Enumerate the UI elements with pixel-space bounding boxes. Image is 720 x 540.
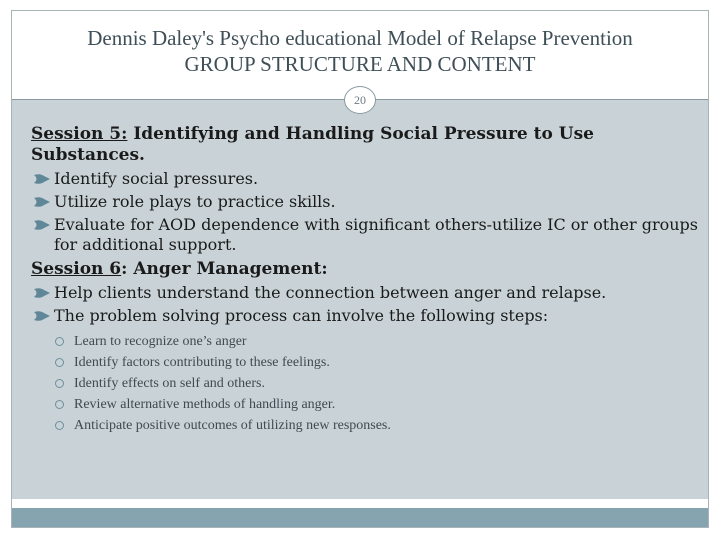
session-5-title: Identifying and Handling Social Pressure to Use Substances. [31, 124, 594, 165]
slide-body [31, 124, 699, 436]
bullet-text: Identify social pressures. [54, 169, 259, 188]
hollow-circle-icon [55, 337, 64, 346]
step-text: Learn to recognize one’s anger [74, 334, 247, 349]
session-5-bullet [31, 169, 699, 189]
session-5-heading [31, 124, 699, 166]
session-6-label: Session 6 [31, 259, 122, 279]
step-item [31, 415, 699, 436]
problem-solving-steps [31, 331, 699, 436]
ribbon-arrow-icon [34, 173, 50, 185]
hollow-circle-icon [55, 358, 64, 367]
bullet-text: The problem solving process can involve the following steps: [54, 306, 549, 325]
bullet-text: Evaluate for AOD dependence with significant others-utilize IC or other groups for additional support. [54, 215, 698, 254]
step-text: Review alternative methods of handling anger. [74, 397, 336, 412]
step-item [31, 373, 699, 394]
step-item [31, 352, 699, 373]
ribbon-arrow-icon [34, 310, 50, 322]
session-5-bullet [31, 215, 699, 255]
session-5-bullet [31, 192, 699, 212]
ribbon-arrow-icon [34, 219, 50, 231]
ribbon-arrow-icon [34, 287, 50, 299]
hollow-circle-icon [55, 400, 64, 409]
step-item [31, 331, 699, 352]
step-text: Anticipate positive outcomes of utilizing new responses. [74, 418, 391, 433]
bullet-text: Help clients understand the connection between anger and relapse. [54, 283, 607, 302]
session-6-heading [31, 259, 699, 280]
slide-number: 20 [344, 86, 376, 114]
hollow-circle-icon [55, 379, 64, 388]
step-text: Identify factors contributing to these feelings. [74, 355, 330, 370]
title-line-2: GROUP STRUCTURE AND CONTENT [184, 52, 536, 76]
bottom-bar [12, 508, 708, 527]
session-5-label: Session 5: [31, 124, 128, 144]
hollow-circle-icon [55, 421, 64, 430]
step-text: Identify effects on self and others. [74, 376, 266, 391]
title-line-1: Dennis Daley's Psycho educational Model of Relapse Prevention [87, 26, 633, 50]
ribbon-arrow-icon [34, 196, 50, 208]
bullet-text: Utilize role plays to practice skills. [54, 192, 336, 211]
step-item [31, 394, 699, 415]
session-6-title: : Anger Management: [121, 259, 328, 279]
session-6-bullet [31, 283, 699, 303]
session-6-bullet [31, 306, 699, 326]
